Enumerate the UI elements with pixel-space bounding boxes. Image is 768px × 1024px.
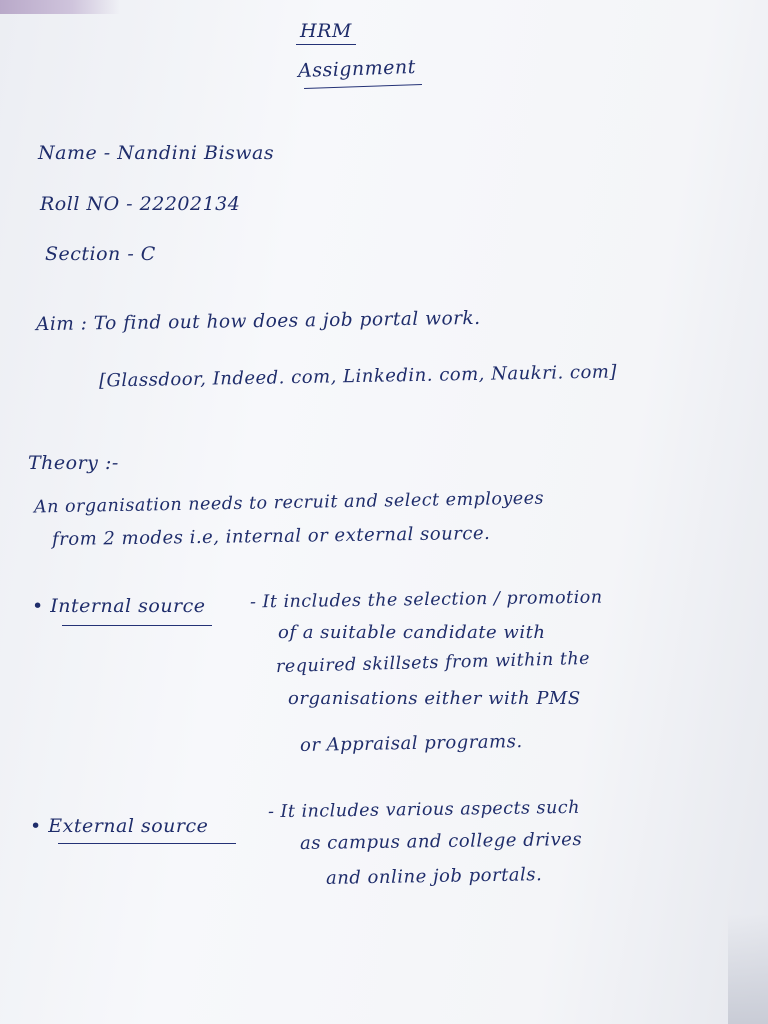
page-corner-shadow bbox=[0, 0, 120, 14]
page-title: HRM bbox=[300, 20, 352, 42]
theory-line-2: from 2 modes i.e, internal or external source. bbox=[51, 522, 491, 551]
internal-line-4: organisations either with PMS bbox=[288, 688, 581, 709]
title-underline bbox=[296, 44, 356, 45]
internal-source-underline bbox=[62, 625, 212, 626]
external-line-1: - It includes various aspects such bbox=[267, 797, 581, 823]
external-source-underline bbox=[58, 843, 236, 844]
internal-line-3: required skillsets from within the bbox=[275, 648, 591, 678]
external-line-2: as campus and college drives bbox=[299, 829, 583, 854]
internal-source-text: Internal source bbox=[50, 595, 206, 617]
external-line-3: and online job portals. bbox=[325, 864, 543, 889]
roll-number: Roll NO - 22202134 bbox=[40, 193, 241, 215]
page-edge-shadow bbox=[728, 914, 768, 1024]
subtitle-underline bbox=[304, 84, 422, 89]
internal-line-2: of a suitable candidate with bbox=[278, 622, 546, 643]
student-name: Name - Nandini Biswas bbox=[38, 142, 275, 164]
external-source-label: • External source bbox=[30, 815, 209, 837]
internal-line-5: or Appraisal programs. bbox=[299, 731, 523, 756]
section: Section - C bbox=[45, 243, 156, 265]
internal-line-1: - It includes the selection / promotion bbox=[249, 587, 603, 613]
aim-line-2: [Glassdoor, Indeed. com, Linkedin. com, Naukri. com] bbox=[98, 361, 618, 392]
theory-line-1: An organisation needs to recruit and select employees bbox=[33, 488, 545, 518]
page-subtitle: Assignment bbox=[297, 55, 417, 83]
internal-source-label: • Internal source bbox=[32, 595, 206, 617]
theory-heading: Theory :- bbox=[28, 452, 119, 474]
external-source-text: External source bbox=[48, 815, 209, 837]
aim-line-1: Aim : To find out how does a job portal work. bbox=[35, 307, 481, 336]
